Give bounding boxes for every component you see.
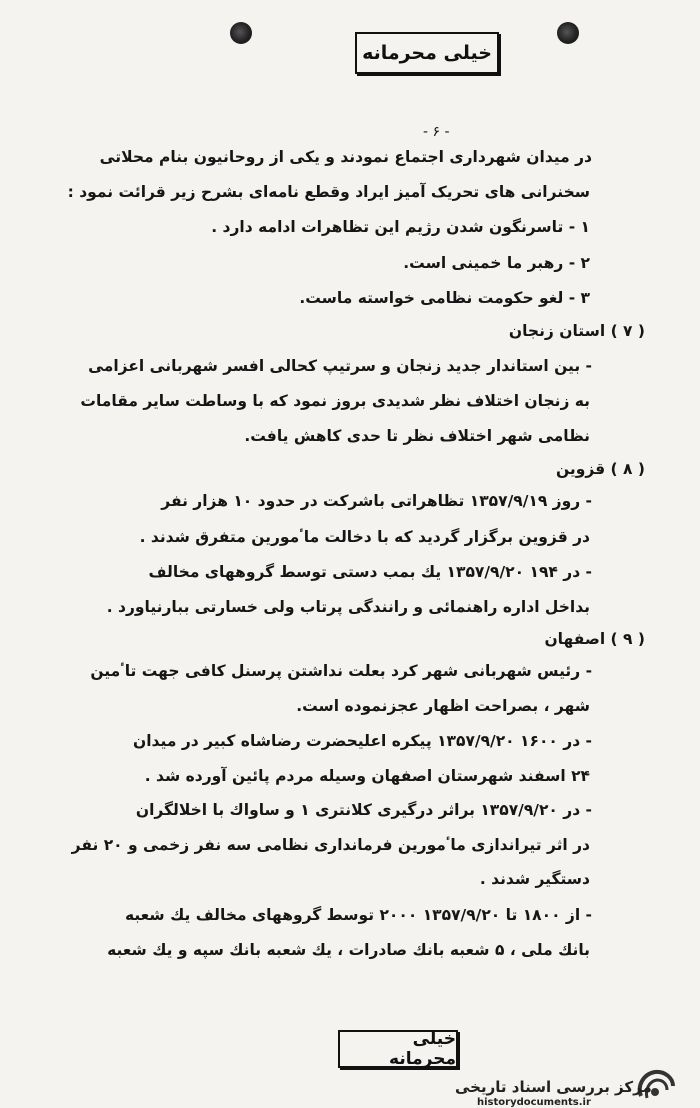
body-line-20: - از ۱۸۰۰ تا ۱۳۵۷/۹/۲۰ ۲۰۰۰ توسط گروههای مخالف یك شعبه — [124, 906, 592, 924]
section-heading-isfahan: ( ۹ ) اصفهان — [544, 630, 645, 648]
body-line-7: به زنجان اختلاف نظر شدیدی بروز نمود که با وساطت سایر مقامات — [80, 392, 590, 410]
classification-stamp-top: خیلی محرمانه — [355, 32, 499, 74]
body-line-5: ۳ - لغو حکومت نظامی خواسته ماست. — [299, 289, 590, 307]
punch-hole-left — [230, 22, 252, 44]
body-line-6: - بین استاندار جدید زنجان و سرتیپ کحالی افسر شهربانی اعزامی — [88, 357, 592, 375]
body-line-9: - روز ۱۳۵۷/۹/۱۹ تظاهراتی باشرکت در حدود ۱۰ هزار نفر — [161, 492, 592, 510]
punch-hole-right — [557, 22, 579, 44]
body-line-1: در میدان شهرداری اجتماع نمودند و یکی از روحانیون بنام محلاتی — [99, 148, 592, 166]
page-number: - ۶ - — [423, 124, 450, 140]
section-heading-zanjan: ( ۷ ) استان زنجان — [508, 322, 645, 340]
watermark-url: historydocuments.ir — [477, 1097, 591, 1108]
body-line-17: - در ۱۳۵۷/۹/۲۰ براثر درگیری کلانتری ۱ و ساواك با اخلالگران — [135, 801, 592, 819]
body-line-13: - رئیس شهربانی شهر کرد بعلت نداشتن پرسنل کافی جهت تاٴمین — [90, 662, 592, 680]
body-line-15: - در ۱۶۰۰ ۱۳۵۷/۹/۲۰ پیکره اعلیحضرت رضاشاه کبیر در میدان — [133, 732, 592, 750]
body-line-21: بانك ملی ، ۵ شعبه بانك صادرات ، یك شعبه بانك سپه و یك شعبه — [107, 941, 590, 959]
watermark-persian: مرکز بررسی اسناد تاریخی — [455, 1078, 652, 1096]
body-line-14: شهر ، بصراحت اظهار عجزنموده است. — [296, 697, 590, 715]
body-line-8: نظامی شهر اختلاف نظر تا حدی کاهش یافت. — [244, 427, 590, 445]
body-line-10: در قزوین برگزار گردید که با دخالت ماٴمورین متفرق شدند . — [139, 528, 590, 546]
body-line-3: ۱ - تاسرنگون شدن رژیم این تظاهرات ادامه دارد . — [211, 218, 590, 236]
body-line-4: ۲ - رهبر ما خمینی است. — [403, 254, 590, 272]
classification-stamp-bottom: خیلی محرمانه — [338, 1030, 458, 1068]
body-line-18: در اثر تیراندازی ماٴمورین فرمانداری نظامی سه نفر زخمی و ۲۰ نفر — [71, 836, 590, 854]
body-line-19: دستگیر شدند . — [479, 870, 590, 888]
body-line-11: - در ۱۹۴ ۱۳۵۷/۹/۲۰ یك بمب دستی توسط گروههای مخالف — [148, 563, 592, 581]
section-heading-qazvin: ( ۸ ) قزوین — [555, 460, 645, 478]
body-line-16: ۲۴ اسفند شهرستان اصفهان وسیله مردم پائین آورده شد . — [144, 767, 590, 785]
body-line-12: بداخل اداره راهنمائی و رانندگی پرتاب ولی خسارتی ببارنیاورد . — [106, 598, 590, 616]
body-line-2: سخنرانی های تحریک آمیز ایراد وقطع نامه‌ای بشرح زیر قرائت نمود : — [67, 183, 590, 201]
